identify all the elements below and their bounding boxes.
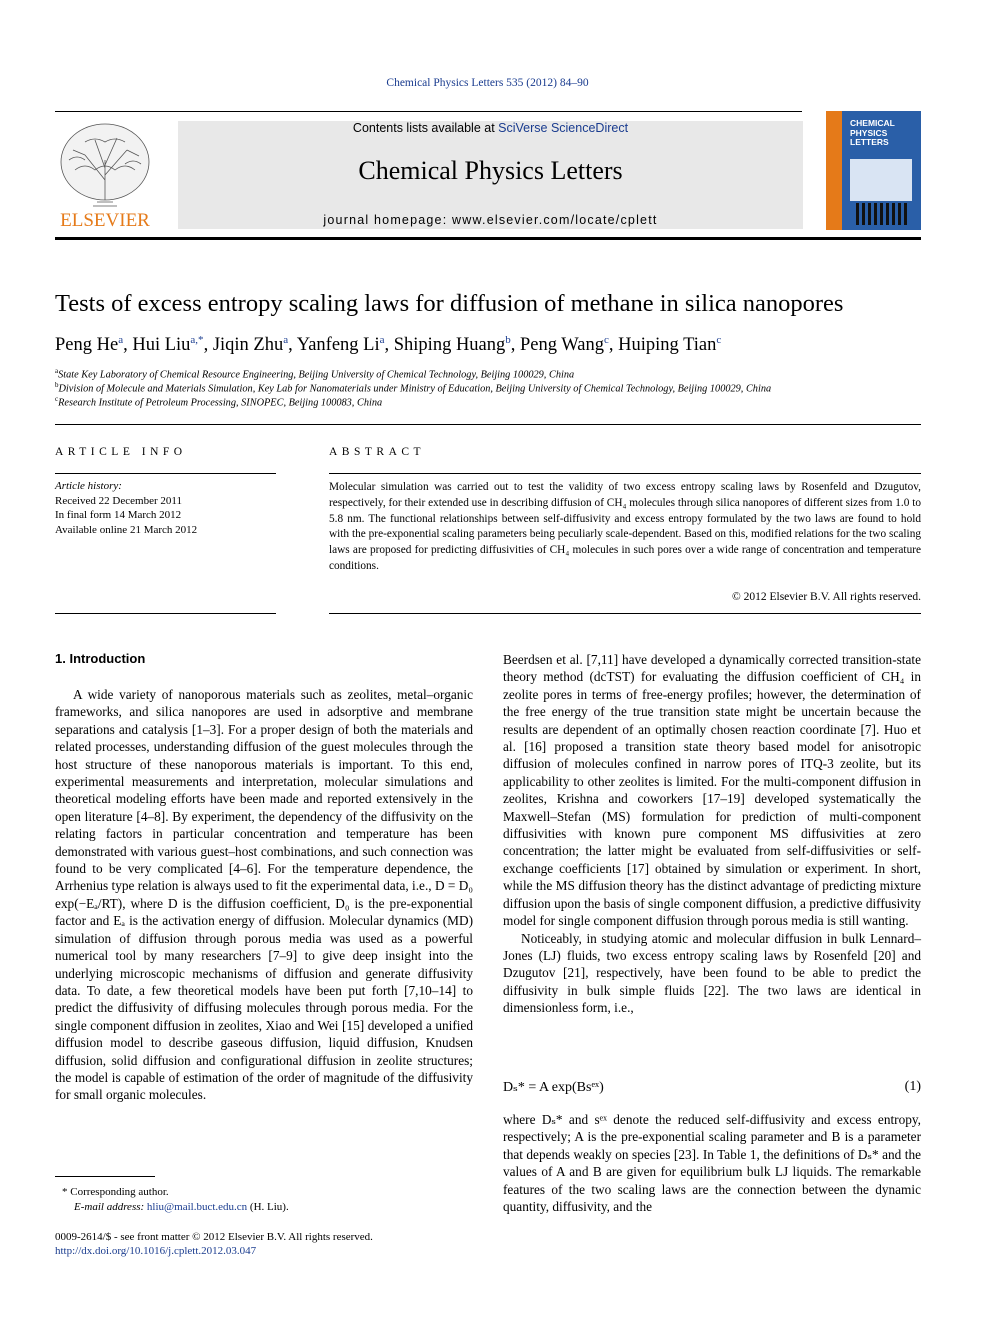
article-history [55,479,197,537]
cover-band [826,111,842,230]
author-name[interactable]: Peng Wang [520,335,604,356]
cover-bars-icon [856,203,908,225]
elsevier-wordmark: ELSEVIER [60,210,150,231]
affiliation-b [55,381,771,394]
affiliation-a [55,367,574,380]
elsevier-logo[interactable] [55,120,155,230]
email-suffix: (H. Liu). [247,1201,289,1213]
history-label: Article history: [55,480,122,492]
cover-title-line: CHEMICAL [850,118,895,128]
cover-title-line: LETTERS [850,137,889,147]
paragraph: Noticeably, in studying atomic and molecular diffusion in bulk Lennard–Jones (LJ) fluids, two excess entropy scaling laws by Rosenfeld [20] and Dzugutov [21], respectively, have been found to be able to predict the diffusivity in bulk simple fluids [22]. The two laws are identical in dimensionless form, i.e., [503,930,921,1016]
divider [329,613,921,614]
paragraph: where Dₛ* and sᵉˣ denote the reduced self-diffusivity and excess entropy, respectively; A is the pre-exponential scaling parameter and B is a parameter that depends weakly on species [23]. In Table 1, the definitions of Dₛ* and the values of A and B are given for equilibrium bulk LJ liquids. The remarkable features of the two scaling laws are the connection between the dynamic quantity, diffusivity, and the [503,1112,921,1215]
right-column-continued [503,1111,921,1215]
paragraph: A wide variety of nanoporous materials such as zeolites, metal–organic frameworks, and silica nanopores are used in adsorptive and membrane separations and catalysis [1–3]. For a proper design of both the materials and related processes, understanding diffusion of the guest molecules through the host structure of these nanoporous materials is important. To this end, experimental measurements and interpretation, molecular simulations and theoretical modeling efforts have been made and reported extensively in the open literature [4–8]. By experiment, the dependency of the diffusivity on the relating factors in particular concentration and temperature has been demonstrated with various guest–host combinations, and such connection was found to be very complicated [4–6]. For the temperature dependence, the Arrhenius type relation is always used to fit the experimental data, i.e., D = D₀ exp(−Eₐ/RT), where D is the diffusion coefficient, D₀ is the pre-exponential factor and Eₐ is the activation energy of diffusion. Molecular dynamics (MD) simulation of diffusion through porous media was used as a powerful numerical tool by many researchers [7–9] to give deep insight into the underlying microscopic mechanisms of diffusion and generate diffusivity data. To date, a few theoretical models have been put forth [7,10–14] to predict the diffusivity of diffusing molecules through porous media. For the single component diffusion in zeolites, Xiao and Wei [15] developed a unified diffusion model to describe gaseous diffusion, liquid diffusion, Knudsen diffusion, solid diffusion and configurational diffusion in zeolite structures; the model is capable of estimation of the order of magnitude of the diffusivity for small organic molecules. [55,687,473,1103]
author-list: Peng He$^a$, Hui Liu$^{a,*}$, Jiqin Zhu$^a$, Yanfeng Li$^a$, Shiping Huang$^b$, Peng Wang$^c$, Huiping Tian$^c$ [55,334,722,356]
journal-name: Chemical Physics Letters [358,156,623,185]
abstract-text: Molecular simulation was carried out to test the validity of two excess entropy scaling laws by Rosenfeld and Dzugutov, respectively, for their extended use in describing diffusion of CH₄ molecules through silica nanopores of different sizes from 1.0 to 5.8 nm. The functional relationships between self-diffusivity and excess entropy formulated by the two laws are found to hold with the pre-exponential scaling parameters being peculiarly scale-dependent. Based on this, modified relations for the two scaling laws are proposed for predicting diffusivities of CH₄ molecules in such pores over a wide range of concentration and temperature conditions. [329,481,921,572]
author-name[interactable]: Shiping Huang [393,335,506,356]
contents-prefix: Contents lists available at [352,121,499,135]
corresponding-author-note: * Corresponding author. [62,1186,169,1198]
paper-title: Tests of excess entropy scaling laws for diffusion of methane in silica nanopores [55,290,844,317]
header-rule [55,111,802,112]
affiliation-c [55,395,382,408]
author-name[interactable]: Jiqin Zhu [212,335,284,356]
author-name[interactable]: Huiping Tian [618,335,717,356]
email-label: E-mail address: [74,1201,147,1213]
divider [55,424,921,425]
author-affiliation-mark[interactable]: a [283,334,289,346]
section-heading-introduction: 1. Introduction [55,651,146,666]
journal-citation[interactable]: Chemical Physics Letters 535 (2012) 84–90 [386,77,589,89]
footnote-rule [55,1176,155,1177]
divider [329,473,921,474]
equation-1: Dₛ* = A exp(Bsᵉˣ) [503,1080,604,1095]
author-affiliation-mark[interactable]: b [505,334,511,346]
author-affiliation-mark[interactable]: c [716,334,722,346]
author-name[interactable]: Yanfeng Li [296,335,380,356]
received-date: Received 22 December 2011 [55,494,182,507]
cover-title [850,119,895,148]
journal-cover-thumbnail[interactable] [826,111,921,230]
author-affiliation-mark[interactable]: a [118,334,124,346]
cover-title-line: PHYSICS [850,127,888,138]
header-thick-rule [55,237,921,240]
left-column-text [55,686,473,1104]
author-affiliation-mark[interactable]: c [604,334,609,346]
online-date: Available online 21 March 2012 [55,523,198,536]
author-name[interactable]: Hui Liu [132,335,191,356]
affiliation-mark: c [55,395,59,403]
affiliation-text: State Key Laboratory of Chemical Resource Engineering, Beijing University of Chemical Technology, Beijing 100029, China [58,369,575,381]
sciencedirect-link[interactable]: SciVerse ScienceDirect [498,121,629,135]
contents-line [178,121,803,135]
divider [55,473,276,474]
author-name[interactable]: Peng He [55,335,119,356]
abstract-heading: ABSTRACT [329,446,426,458]
email-note [74,1201,289,1213]
journal-homepage[interactable]: journal homepage: www.elsevier.com/locate/cplett [323,213,658,227]
affiliation-mark: a [55,367,59,375]
affiliation-text: Research Institute of Petroleum Processing, SINOPEC, Beijing 100083, China [58,397,383,409]
equation-number: (1) [904,1079,921,1094]
right-column-text [503,651,921,1017]
email-link[interactable]: hliu@mail.buct.edu.cn [146,1201,248,1213]
article-info-heading: ARTICLE INFO [55,446,187,458]
author-affiliation-mark[interactable]: a [379,334,385,346]
abstract-copyright: © 2012 Elsevier B.V. All rights reserved. [732,591,921,603]
author-affiliation-mark[interactable]: a,* [190,334,204,346]
doi-link[interactable]: http://dx.doi.org/10.1016/j.cplett.2012.03.047 [55,1245,257,1257]
final-form-date: In final form 14 March 2012 [55,509,182,521]
issn-note: 0009-2614/$ - see front matter © 2012 Elsevier B.V. All rights reserved. [55,1231,373,1243]
cover-figure [850,159,912,201]
affiliation-text: Division of Molecule and Materials Simulation, Key Lab for Nanomaterials under Ministry of Education, Beijing University of Chemical Technology, Beijing 100029, China [58,383,772,395]
paragraph: Beerdsen et al. [7,11] have developed a dynamically corrected transition-state theory method (dcTST) for evaluating the diffusion coefficient of CH₄ in zeolite pores in terms of free-energy profiles; however, the determination of the free energy of the true transition state might be uncertain because the results are dependent of an optimally chosen reaction coordinate [7]. Huo et al. [16] proposed a transition state theory based model for anisotropic diffusion of molecules confined in narrow pores of ITQ-3 zeolite, but its applicability to other zeolites is limited. For the multi-component diffusion in zeolites, Krishna and coworkers [17–19] developed systematically the Maxwell–Stefan (MS) formulation for prediction of multi-component diffusivities with known pure component MS diffusivities at zero concentration; the latter might be evaluated from self-diffusivities or self-exchange coefficients [17] obtained by simulation or experiment. In short, while the MS diffusion theory has the distinct advantage of predicting mixture diffusion upon the basis of single component diffusion, a predictive diffusivity model for single component diffusion through porous media is still wanting. [503,652,921,929]
divider [55,613,276,614]
affiliation-mark: b [55,381,59,389]
